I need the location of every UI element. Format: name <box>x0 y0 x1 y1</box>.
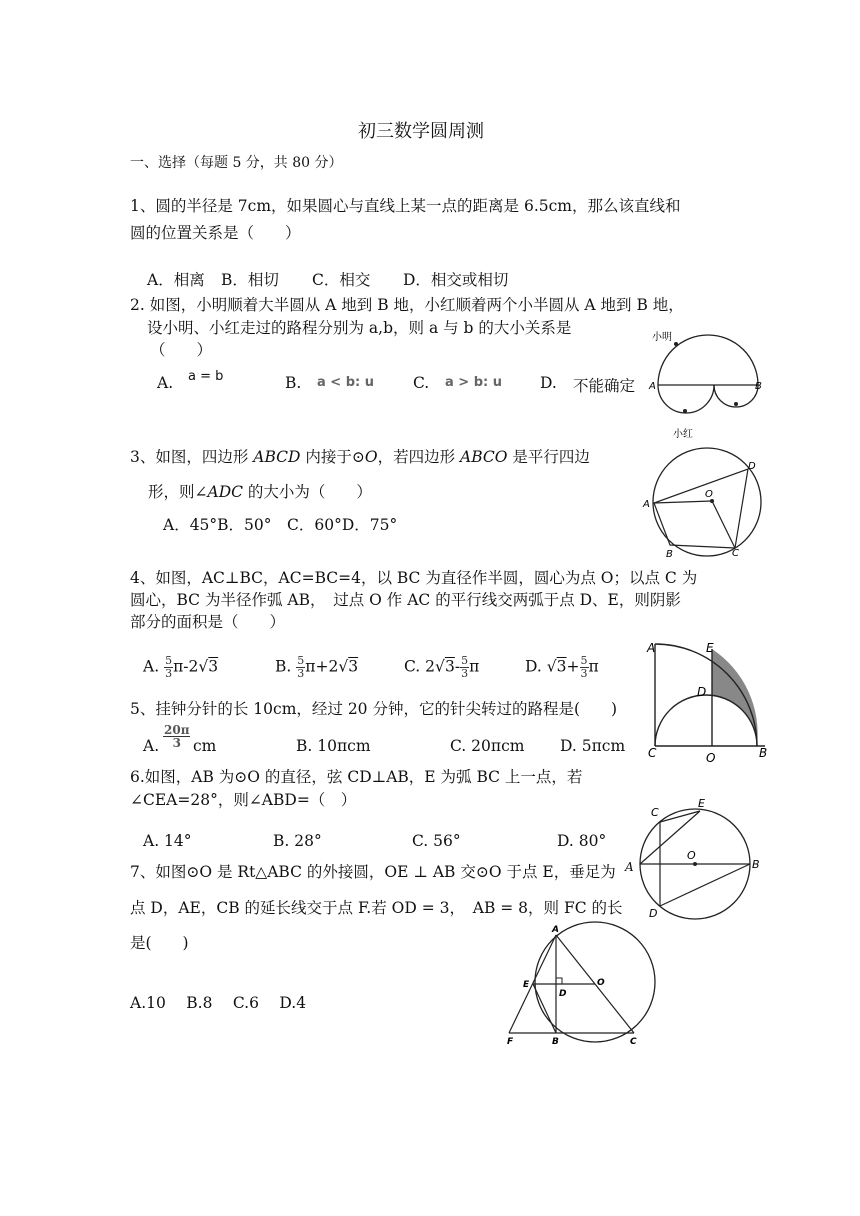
q6-option-b: B. 28° <box>273 832 322 850</box>
q2-fig-label-xiaoming: 小明 <box>652 332 672 343</box>
q4-line1: 4、如图，AC⊥BC，AC=BC=4，以 BC 为直径作半圆，圆心为点 O；以点 C 为 <box>130 569 698 587</box>
q6-fig-label-e: E <box>698 797 705 810</box>
q4-fig-label-o: O <box>706 751 716 765</box>
q7-fig-label-o: O <box>597 978 605 988</box>
q4-line3: 部分的面积是（ ） <box>130 613 286 631</box>
q3-figure <box>640 445 765 560</box>
q2-option-a-label: A. <box>157 374 174 392</box>
q3-fig-label-c: C <box>732 548 739 559</box>
q2-option-d-value: 不能确定 <box>573 377 636 395</box>
q4-option-b: B. $\frac{5}{3}$ π+2√3 <box>275 654 359 680</box>
q4-fig-label-a: A <box>647 641 656 655</box>
q4-option-d: D. √3+ $\frac{5}{3}$ π <box>525 654 599 680</box>
q3-line2: 形，则∠ADC 的大小为（ ） <box>148 483 372 501</box>
q6-fig-label-d: D <box>649 907 658 920</box>
q7-fig-label-b: B <box>552 1037 559 1047</box>
q2-option-b-label: B. <box>285 374 302 392</box>
q3-fig-label-a: A <box>643 499 650 510</box>
q2-fig-label-a: A <box>649 381 656 392</box>
q5-option-a-unit: cm <box>193 737 217 755</box>
q5-option-a-fraction: $\frac{20\pi}{3}$ <box>164 723 190 750</box>
q5-option-c: C. 20πcm <box>450 737 525 755</box>
q1-option-a: A．相离 <box>147 271 205 289</box>
q7-line2: 点 D，AE，CB 的延长线交于点 F.若 OD = 3， AB = 8，则 FC 的长 <box>130 899 623 917</box>
q7-fig-label-e: E <box>523 980 530 990</box>
page-title: 初三数学圆周测 <box>358 121 484 142</box>
q2-line2: 设小明、小红走过的路程分别为 a,b，则 a 与 b 的大小关系是 <box>147 319 572 337</box>
q6-fig-label-b: B <box>752 858 760 871</box>
q2-option-a-value: a = b <box>188 369 224 384</box>
q2-fig-label-xiaohong: 小红 <box>673 429 693 440</box>
q2-option-d-label: D. <box>540 374 557 392</box>
q2-option-b-value: a < b: u <box>317 375 375 390</box>
q4-fig-label-b: B <box>759 746 768 760</box>
q3-fig-label-o: O <box>705 489 713 500</box>
q3-options: A．45°B．50° C．60°D．75° <box>163 516 398 534</box>
q2-fig-label-b: B <box>755 381 762 392</box>
q4-option-c: C. 2√3- $\frac{5}{3}$ π <box>404 654 480 680</box>
q6-fig-label-o: O <box>687 849 696 862</box>
q6-fig-label-a: A <box>625 860 634 874</box>
q1-line1: 1、圆的半径是 7cm，如果圆心与直线上某一点的距离是 6.5cm，那么该直线和 <box>130 197 681 215</box>
q2-option-c-value: a > b: u <box>445 375 503 390</box>
q7-fig-label-f: F <box>507 1037 514 1047</box>
q4-fig-label-e: E <box>706 641 714 655</box>
q1-option-c: C．相交 <box>312 271 371 289</box>
q3-line1: 3、如图，四边形 ABCD 内接于⊙O，若四边形 ABCO 是平行四边 <box>130 448 590 466</box>
q2-figure <box>645 325 765 445</box>
q7-fig-label-d: D <box>559 989 567 999</box>
q6-fig-label-c: C <box>651 806 659 819</box>
q5-line1: 5、挂钟分针的长 10cm，经过 20 分钟，它的针尖转过的路程是( ) <box>130 700 618 718</box>
section-heading: 一、选择（每题 5 分，共 80 分） <box>130 155 343 171</box>
q4-fig-label-d: D <box>697 685 707 699</box>
q7-figure <box>500 920 665 1050</box>
q4-fig-label-c: C <box>648 746 657 760</box>
q7-line3: 是( ) <box>130 934 189 952</box>
q4-line2: 圆心，BC 为半径作弧 AB， 过点 O 作 AC 的平行线交两弧于点 D、E，则阴影 <box>130 591 681 609</box>
q7-fig-label-a: A <box>552 925 559 935</box>
q6-option-c: C. 56° <box>412 832 461 850</box>
q5-option-b: B. 10πcm <box>296 737 371 755</box>
q3-fig-label-d: D <box>748 461 756 472</box>
q1-option-b: B．相切 <box>221 271 279 289</box>
q1-option-d: D．相交或相切 <box>403 271 509 289</box>
q6-option-a: A. 14° <box>143 832 192 850</box>
q7-line1: 7、如图⊙O 是 Rt△ABC 的外接圆，OE ⊥ AB 交⊙O 于点 E，垂足为 <box>130 863 616 881</box>
q5-option-a-label: A. <box>143 737 160 755</box>
q7-fig-label-c: C <box>630 1037 637 1047</box>
q5-option-d: D. 5πcm <box>560 737 626 755</box>
q6-option-d: D. 80° <box>557 832 607 850</box>
q4-figure <box>645 638 775 768</box>
q6-line1: 6.如图，AB 为⊙O 的直径，弦 CD⊥AB，E 为弧 BC 上一点，若 <box>130 768 583 786</box>
q1-line2: 圆的位置关系是（ ） <box>130 224 301 242</box>
q6-line2: ∠CEA=28°，则∠ABD=（ ） <box>130 791 357 809</box>
q6-figure <box>638 795 768 920</box>
q4-option-a: A. $\frac{5}{3}$ π-2√3 <box>143 654 219 680</box>
q2-line1: 2. 如图，小明顺着大半圆从 A 地到 B 地，小红顺着两个小半圆从 A 地到 B 地， <box>130 296 684 314</box>
q2-line3: （ ） <box>150 341 213 359</box>
q2-option-c-label: C. <box>413 374 430 392</box>
q7-options: A.10 B.8 C.6 D.4 <box>130 994 307 1012</box>
q3-fig-label-b: B <box>666 549 673 560</box>
